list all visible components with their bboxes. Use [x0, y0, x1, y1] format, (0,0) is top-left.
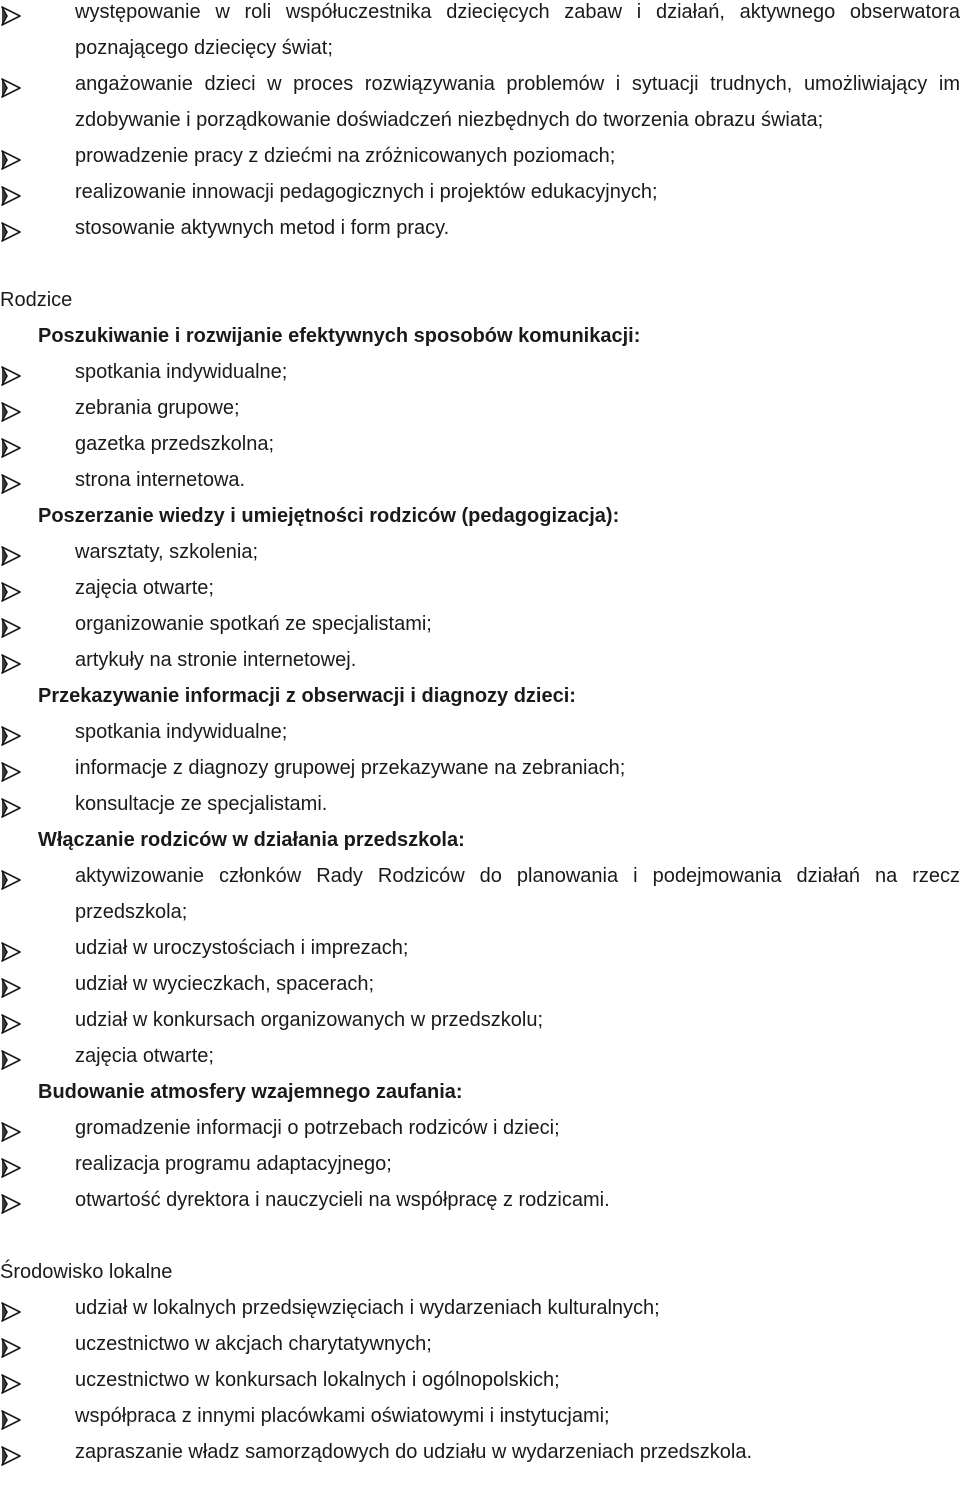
arrow-bullet-icon — [0, 722, 22, 742]
list-item — [0, 390, 960, 426]
arrow-bullet-icon — [0, 2, 22, 22]
list-item-text: zajęcia otwarte; — [75, 1045, 214, 1067]
srodowisko-list — [0, 1290, 960, 1470]
rodzice-groups — [0, 318, 960, 1218]
section-title-srodowisko: Środowisko lokalne — [0, 1261, 173, 1283]
list-item-text: realizacja programu adaptacyjnego; — [75, 1153, 392, 1175]
list-item — [0, 174, 960, 210]
list-item — [0, 1038, 960, 1074]
arrow-bullet-icon — [0, 218, 22, 238]
list-item — [0, 0, 960, 66]
intro-list — [0, 0, 960, 246]
list-item — [0, 1362, 960, 1398]
list-item-text: stosowanie aktywnych metod i form pracy. — [75, 217, 450, 239]
list-item — [0, 1002, 960, 1038]
list-item-text: konsultacje ze specjalistami. — [75, 793, 328, 815]
list-item-text: prowadzenie pracy z dziećmi na zróżnicowanych poziomach; — [75, 145, 616, 167]
list-item — [0, 1146, 960, 1182]
list-item-text: uczestnictwo w akcjach charytatywnych; — [75, 1333, 432, 1355]
arrow-bullet-icon — [0, 398, 22, 418]
list-item — [0, 714, 960, 750]
list-item — [0, 1326, 960, 1362]
group-list — [0, 534, 960, 678]
group-list — [0, 714, 960, 822]
list-item-text: informacje z diagnozy grupowej przekazywane na zebraniach; — [75, 757, 626, 779]
group-heading: Włączanie rodziców w działania przedszkola: — [38, 829, 465, 851]
arrow-bullet-icon — [0, 1298, 22, 1318]
list-item — [0, 750, 960, 786]
arrow-bullet-icon — [0, 578, 22, 598]
arrow-bullet-icon — [0, 866, 22, 886]
list-item — [0, 1398, 960, 1434]
arrow-bullet-icon — [0, 1442, 22, 1462]
list-item — [0, 66, 960, 138]
arrow-bullet-icon — [0, 614, 22, 634]
group-list — [0, 1110, 960, 1218]
arrow-bullet-icon — [0, 758, 22, 778]
list-item — [0, 1182, 960, 1218]
list-item — [0, 1290, 960, 1326]
list-item — [0, 966, 960, 1002]
list-item — [0, 426, 960, 462]
list-item-text: strona internetowa. — [75, 469, 246, 491]
spacer — [0, 246, 960, 282]
arrow-bullet-icon — [0, 362, 22, 382]
list-item — [0, 570, 960, 606]
arrow-bullet-icon — [0, 146, 22, 166]
arrow-bullet-icon — [0, 1046, 22, 1066]
list-item-text: udział w konkursach organizowanych w przedszkolu; — [75, 1009, 544, 1031]
list-item — [0, 642, 960, 678]
list-item — [0, 858, 960, 930]
arrow-bullet-icon — [0, 434, 22, 454]
arrow-bullet-icon — [0, 1334, 22, 1354]
list-item-text: gazetka przedszkolna; — [75, 433, 275, 455]
list-item-text: gromadzenie informacji o potrzebach rodziców i dzieci; — [75, 1117, 560, 1139]
list-item-text: organizowanie spotkań ze specjalistami; — [75, 613, 432, 635]
group-heading: Przekazywanie informacji z obserwacji i diagnozy dzieci: — [38, 685, 576, 707]
list-item — [0, 930, 960, 966]
arrow-bullet-icon — [0, 1118, 22, 1138]
list-item — [0, 1434, 960, 1470]
arrow-bullet-icon — [0, 1406, 22, 1426]
group-heading: Budowanie atmosfery wzajemnego zaufania: — [38, 1081, 463, 1103]
list-item — [0, 1110, 960, 1146]
list-item — [0, 786, 960, 822]
list-item-text: udział w wycieczkach, spacerach; — [75, 973, 375, 995]
list-item — [0, 210, 960, 246]
group-list — [0, 858, 960, 1074]
group-list — [0, 354, 960, 498]
group-heading: Poszukiwanie i rozwijanie efektywnych sposobów komunikacji: — [38, 325, 641, 347]
list-item-text: angażowanie dzieci w proces rozwiązywania problemów i sytuacji trudnych, umożliwiający im zdobywanie i porządkowanie doświadczeń niezbędnych do tworzenia obrazu świata; — [75, 73, 960, 131]
list-item-text: udział w lokalnych przedsięwzięciach i wydarzeniach kulturalnych; — [75, 1297, 660, 1319]
list-item — [0, 606, 960, 642]
list-item — [0, 462, 960, 498]
arrow-bullet-icon — [0, 938, 22, 958]
arrow-bullet-icon — [0, 470, 22, 490]
spacer — [0, 1218, 960, 1254]
arrow-bullet-icon — [0, 1190, 22, 1210]
list-item-text: aktywizowanie członków Rady Rodziców do planowania i podejmowania działań na rzecz przedszkola; — [75, 865, 960, 923]
arrow-bullet-icon — [0, 1010, 22, 1030]
arrow-bullet-icon — [0, 74, 22, 94]
arrow-bullet-icon — [0, 794, 22, 814]
list-item-text: zajęcia otwarte; — [75, 577, 214, 599]
list-item-text: otwartość dyrektora i nauczycieli na współpracę z rodzicami. — [75, 1189, 610, 1211]
arrow-bullet-icon — [0, 542, 22, 562]
list-item-text: artykuły na stronie internetowej. — [75, 649, 357, 671]
list-item-text: spotkania indywidualne; — [75, 721, 288, 743]
arrow-bullet-icon — [0, 1370, 22, 1390]
list-item — [0, 534, 960, 570]
group-heading: Poszerzanie wiedzy i umiejętności rodziców (pedagogizacja): — [38, 505, 620, 527]
list-item-text: zebrania grupowe; — [75, 397, 240, 419]
list-item-text: realizowanie innowacji pedagogicznych i projektów edukacyjnych; — [75, 181, 658, 203]
list-item — [0, 138, 960, 174]
arrow-bullet-icon — [0, 650, 22, 670]
list-item-text: spotkania indywidualne; — [75, 361, 288, 383]
list-item-text: współpraca z innymi placówkami oświatowymi i instytucjami; — [75, 1405, 610, 1427]
list-item-text: warsztaty, szkolenia; — [75, 541, 259, 563]
section-title-rodzice: Rodzice — [0, 289, 73, 311]
arrow-bullet-icon — [0, 182, 22, 202]
list-item-text: uczestnictwo w konkursach lokalnych i ogólnopolskich; — [75, 1369, 560, 1391]
list-item-text: udział w uroczystościach i imprezach; — [75, 937, 409, 959]
list-item-text: zapraszanie władz samorządowych do udziału w wydarzeniach przedszkola. — [75, 1441, 753, 1463]
arrow-bullet-icon — [0, 974, 22, 994]
list-item-text: występowanie w roli współuczestnika dziecięcych zabaw i działań, aktywnego obserwatora poznającego dziecięcy świat; — [75, 1, 960, 59]
list-item — [0, 354, 960, 390]
arrow-bullet-icon — [0, 1154, 22, 1174]
